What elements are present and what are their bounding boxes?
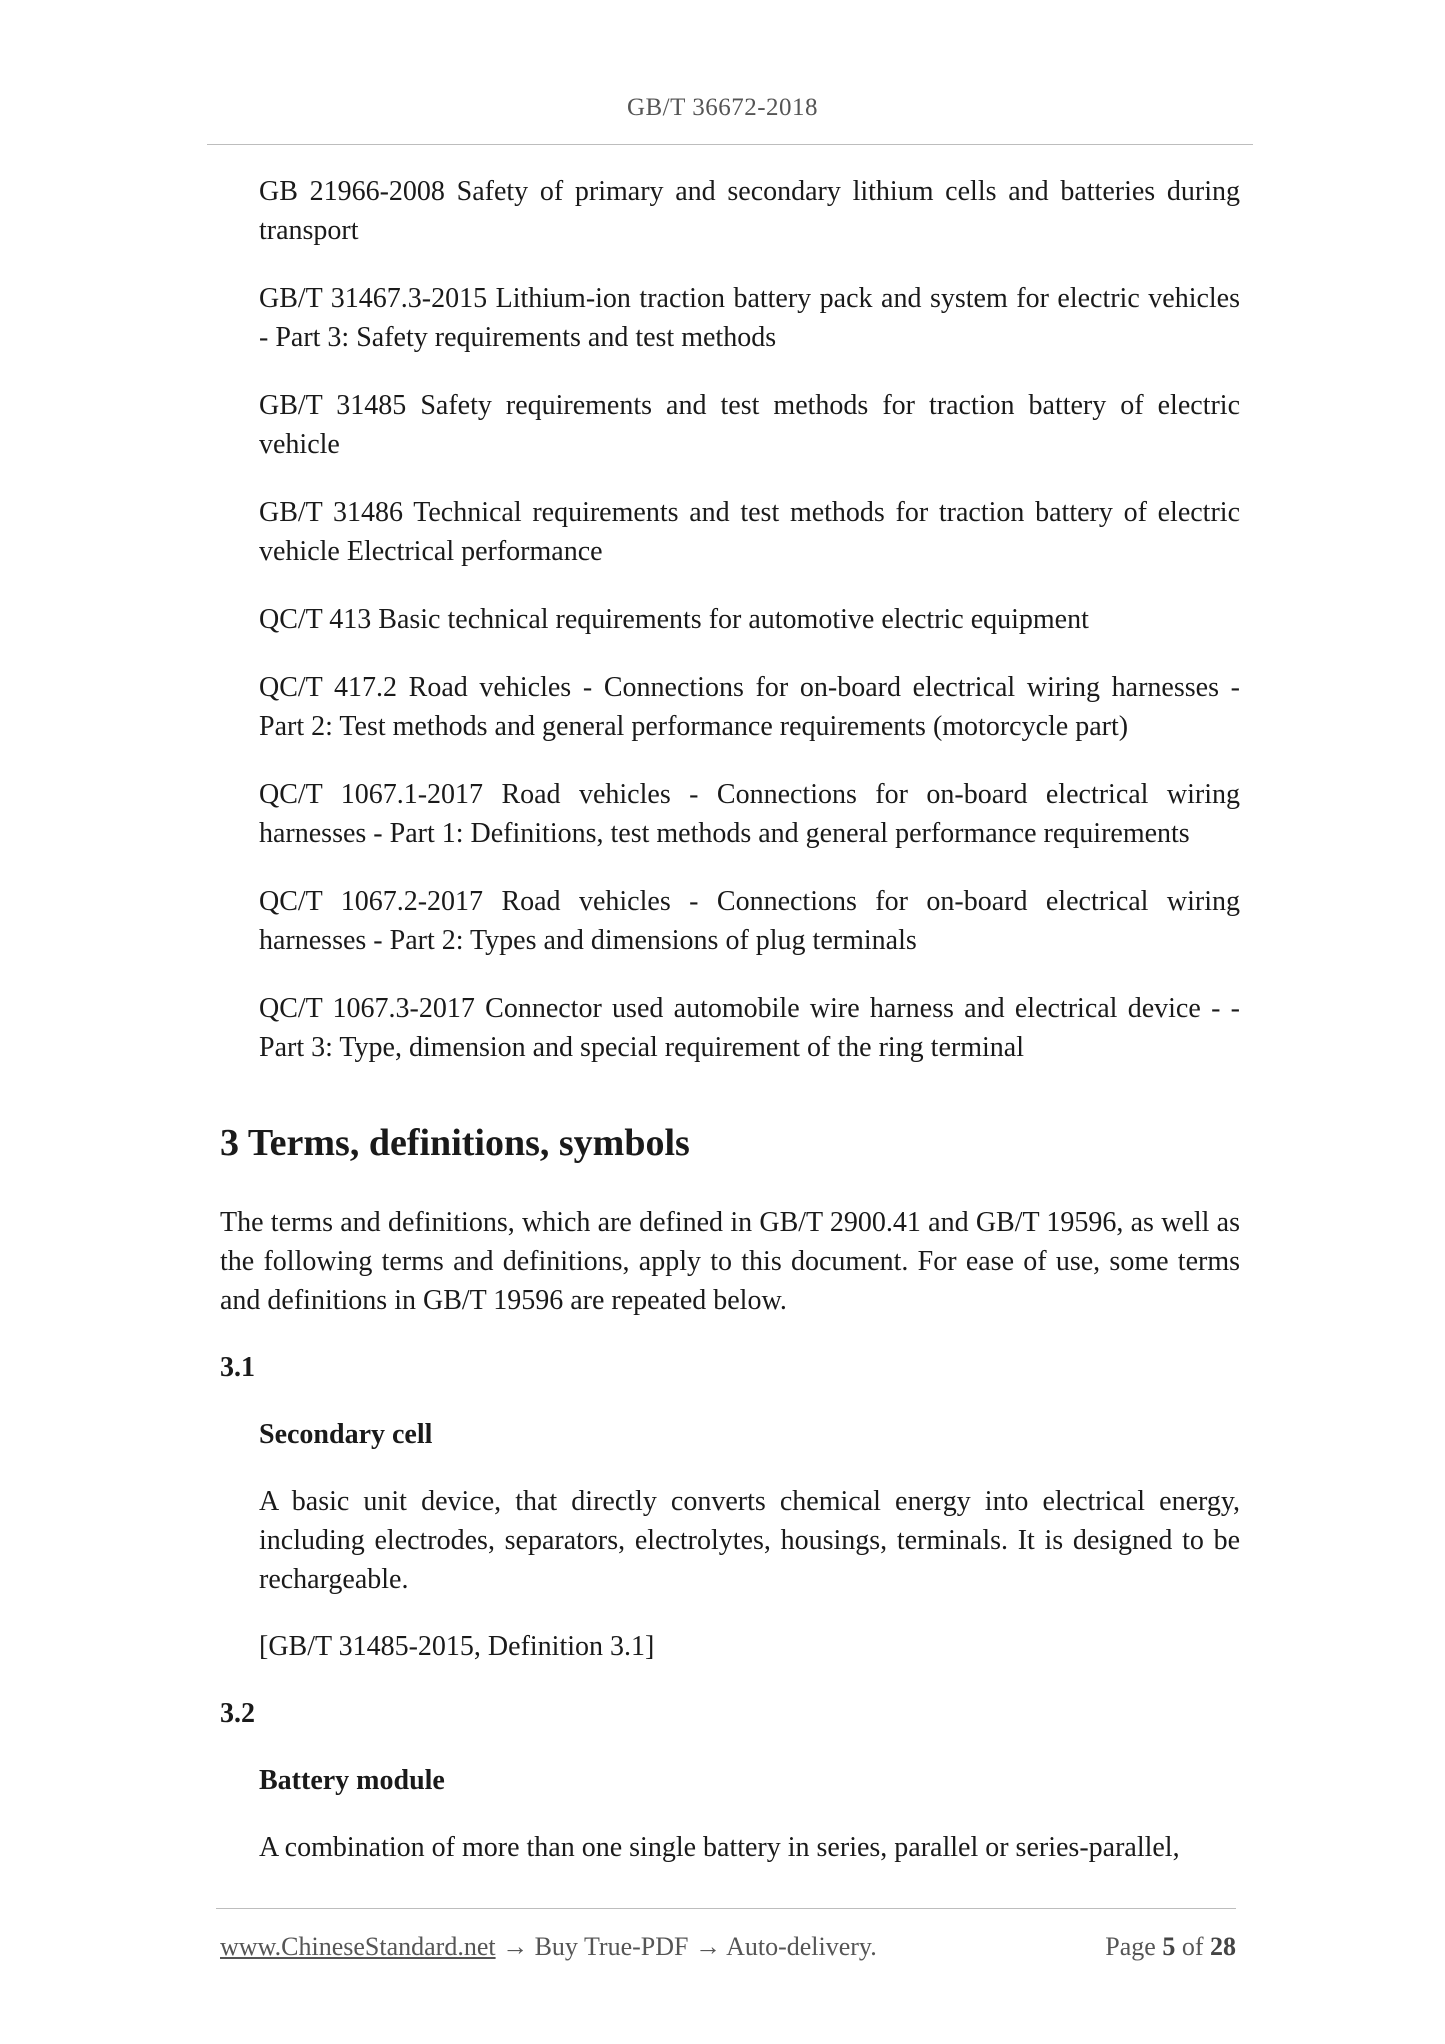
page-total: 28 bbox=[1210, 1932, 1236, 1961]
definition-source: [GB/T 31485-2015, Definition 3.1] bbox=[259, 1631, 655, 1662]
reference-qct-1067-2: QC/T 1067.2-2017 Road vehicles - Connections for on-board electrical wiring harnesses - Part 2: Types and dimensions of plug terminals bbox=[259, 886, 1240, 956]
clause-number-3-1: 3.1 bbox=[220, 1352, 255, 1383]
header-divider bbox=[207, 144, 1253, 145]
arrow-right-icon: → bbox=[695, 1932, 721, 1961]
reference-qct-413: QC/T 413 Basic technical requirements for automotive electric equipment bbox=[259, 604, 1089, 635]
footer-links bbox=[220, 1929, 877, 1965]
term-battery-module: Battery module bbox=[259, 1765, 445, 1796]
reference-gb-21966: GB 21966-2008 Safety of primary and secondary lithium cells and batteries during transport bbox=[259, 176, 1240, 246]
section-heading: 3 Terms, definitions, symbols bbox=[220, 1122, 690, 1164]
page-number bbox=[1105, 1929, 1236, 1965]
clause-number-3-2: 3.2 bbox=[220, 1698, 255, 1729]
page-current: 5 bbox=[1162, 1932, 1176, 1961]
reference-gbt-31485: GB/T 31485 Safety requirements and test methods for traction battery of electric vehicle bbox=[259, 390, 1240, 460]
reference-qct-1067-3: QC/T 1067.3-2017 Connector used automobile wire harness and electrical device - - Part 3: Type, dimension and special requirement of the ring terminal bbox=[259, 993, 1240, 1063]
reference-qct-417-2: QC/T 417.2 Road vehicles - Connections for on-board electrical wiring harnesses - Part 2: Test methods and general performance requirements (motorcycle part) bbox=[259, 672, 1240, 742]
reference-gbt-31467-3: GB/T 31467.3-2015 Lithium-ion traction battery pack and system for electric vehicles - Part 3: Safety requirements and test methods bbox=[259, 283, 1240, 353]
reference-gbt-31486: GB/T 31486 Technical requirements and test methods for traction battery of electric vehicle Electrical performance bbox=[259, 497, 1240, 567]
page-of: of bbox=[1181, 1932, 1204, 1961]
arrow-right-icon: → bbox=[502, 1932, 529, 1961]
buy-true-pdf-text: Buy True-PDF bbox=[534, 1932, 689, 1961]
page-header: GB/T 36672-2018 bbox=[626, 94, 819, 121]
auto-delivery-text: Auto-delivery. bbox=[726, 1932, 877, 1961]
definition-battery-module: A combination of more than one single battery in series, parallel or series-parallel, bbox=[259, 1832, 1180, 1863]
footer-divider bbox=[216, 1908, 1236, 1909]
document-body bbox=[220, 172, 1240, 1895]
section-intro: The terms and definitions, which are defined in GB/T 2900.41 and GB/T 19596, as well as the following terms and definitions, apply to this document. For ease of use, some terms and definitions in GB/T 19596 are repeated below. bbox=[220, 1207, 1240, 1316]
definition-secondary-cell: A basic unit device, that directly converts chemical energy into electrical energy, including electrodes, separators, electrolytes, housings, terminals. It is designed to be rechargeable. bbox=[259, 1486, 1240, 1595]
reference-qct-1067-1: QC/T 1067.1-2017 Road vehicles - Connections for on-board electrical wiring harnesses - Part 1: Definitions, test methods and general performance requirements bbox=[259, 779, 1240, 849]
website-link[interactable]: www.ChineseStandard.net bbox=[220, 1932, 496, 1961]
term-secondary-cell: Secondary cell bbox=[259, 1419, 433, 1450]
page-label: Page bbox=[1105, 1932, 1156, 1961]
